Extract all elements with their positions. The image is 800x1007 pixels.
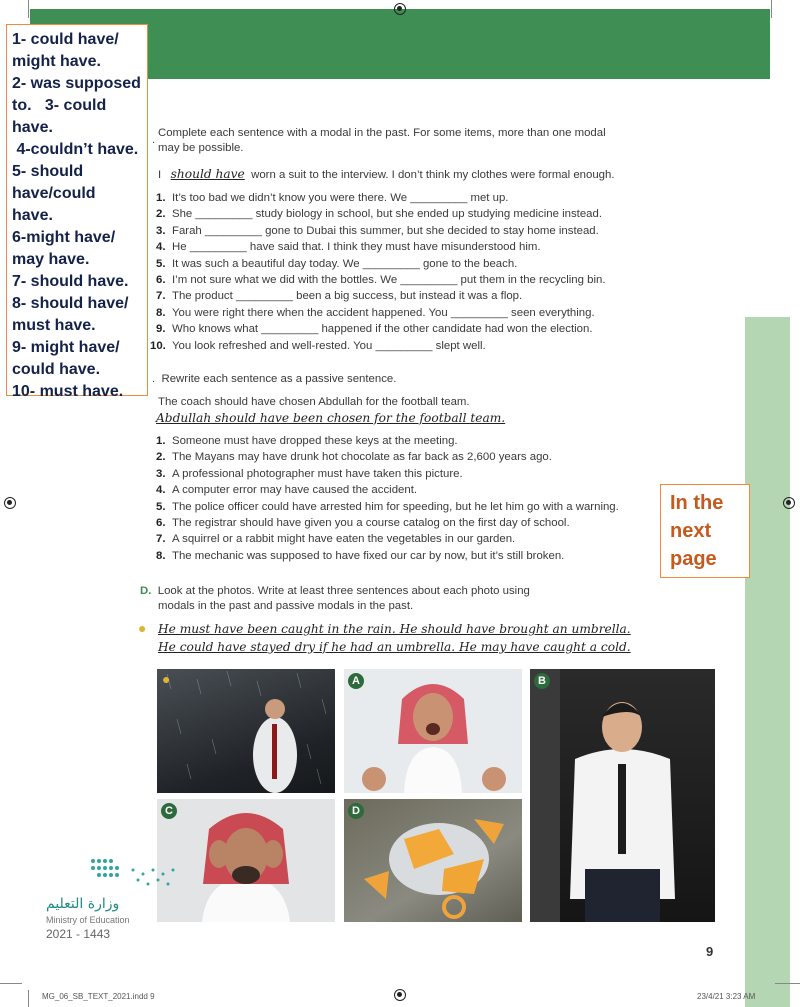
footer-date: 23/4/21 3:23 AM <box>697 992 756 1001</box>
section-d-example-1: He must have been caught in the rain. He should have brought an umbrella. <box>158 622 631 636</box>
next-page-note <box>660 484 750 578</box>
man-shouting-illustration <box>344 669 522 793</box>
list-item: 4. He _________ have said that. I think they must have misunderstood him. <box>156 241 541 254</box>
answer-line: might have. <box>12 53 101 70</box>
crop-mark <box>28 0 29 18</box>
section-c-example-answer: Abdullah should have been chosen for the football team. <box>156 411 506 425</box>
section-b-dot: . <box>152 134 156 146</box>
list-item: 6. I’m not sure what we did with the bottles. We _________ put them in the recycling bin. <box>156 274 606 287</box>
note-line: next <box>670 520 712 542</box>
list-item: 5. It was such a beautiful day today. We _________ gone to the beach. <box>156 257 518 270</box>
section-c-list <box>156 433 619 564</box>
section-d-example-2: He could have stayed dry if he had an umbrella. He may have caught a cold. <box>158 640 631 654</box>
lightbulb-icon: ● <box>138 620 147 636</box>
page-number: 9 <box>706 944 714 959</box>
list-item: 6. The registrar should have given you a course catalog on the first day of school. <box>156 517 570 530</box>
list-item: 10. You look refreshed and well-rested. You _________ slept well. <box>150 339 486 352</box>
photo-d <box>344 799 522 922</box>
lightbulb-icon: ● <box>162 671 171 687</box>
answer-line: must have. <box>12 317 96 334</box>
section-d-label: D. <box>140 585 152 597</box>
list-item: 8. You were right there when the accident happened. You _________ seen everything. <box>156 306 595 319</box>
answer-line: may have. <box>12 251 90 268</box>
photo-label-a: A <box>348 673 364 689</box>
crop-mark <box>0 983 22 984</box>
answer-line: 6-might have/ <box>12 229 116 246</box>
list-item: 7. The product _________ been a big success, but instead it was a flop. <box>156 290 523 303</box>
answers-box <box>6 24 148 400</box>
ministry-logo <box>88 856 183 895</box>
list-item: 2. The Mayans may have drunk hot chocolate as far back as 2,600 years ago. <box>156 451 552 464</box>
answer-line: 9- might have/ <box>12 339 120 356</box>
answer-line: 10- must have. <box>12 383 124 400</box>
instruction-line: may be possible. <box>158 142 244 154</box>
list-item: 9. Who knows what _________ happened if the other candidate had won the election. <box>156 323 593 336</box>
section-d-instruction: D. Look at the photos. Write at least three sentences about each photo using modals in the past and passive modals in the past. <box>140 585 530 612</box>
side-band <box>745 317 790 1007</box>
photo-c <box>157 799 335 922</box>
ministry-arabic-name: وزارة التعليم <box>46 896 120 912</box>
answer-line: 8- should have/ <box>12 295 129 312</box>
footer-file: MG_06_SB_TEXT_2021.indd 9 <box>42 992 155 1001</box>
list-item: 3. Farah _________ gone to Dubai this summer, but she decided to stay home instead. <box>156 224 599 237</box>
answer-line: have/could <box>12 185 96 202</box>
registration-mark <box>394 989 406 1001</box>
photo-label-d: D <box>348 803 364 819</box>
registration-mark <box>783 497 795 509</box>
section-b-instruction <box>158 126 606 156</box>
photo-a <box>344 669 522 793</box>
list-item: 7. A squirrel or a rabbit might have eaten the vegetables in our garden. <box>156 533 516 546</box>
example-prefix: I <box>158 169 162 181</box>
section-b-list <box>150 190 606 354</box>
instruction-line: modals in the past and passive modals in the past. <box>158 600 414 612</box>
example-rest: worn a suit to the interview. I don’t think my clothes were formal enough. <box>251 169 615 181</box>
registration-mark <box>394 3 406 15</box>
ministry-logo-dots-icon <box>88 856 183 890</box>
ministry-english-name: Ministry of Education <box>46 915 130 925</box>
answer-line: have. <box>12 207 53 224</box>
answer-line: could have. <box>12 361 101 378</box>
list-item: 4. A computer error may have caused the accident. <box>156 484 418 497</box>
example-answer: should have <box>170 167 245 181</box>
broken-cup-illustration <box>344 799 522 922</box>
instruction-line: Complete each sentence with a modal in the past. For some items, more than one modal <box>158 127 606 139</box>
crop-mark <box>28 990 29 1007</box>
crop-mark <box>771 0 772 18</box>
answer-line: 5- should <box>12 163 84 180</box>
note-line: page <box>670 548 717 570</box>
list-item: 3. A professional photographer must have taken this picture. <box>156 467 463 480</box>
answer-line: 2- was supposed <box>12 75 141 92</box>
answer-line: 1- could have/ <box>12 31 119 48</box>
note-line: In the <box>670 492 724 514</box>
man-headache-illustration <box>157 799 335 922</box>
section-c-example: The coach should have chosen Abdullah for the football team. <box>158 396 470 408</box>
rain-man-illustration <box>157 669 335 793</box>
list-item: 1. It’s too bad we didn’t know you were there. We _________ met up. <box>156 192 509 204</box>
answer-line: have. <box>12 119 53 136</box>
crop-mark <box>775 983 800 984</box>
list-item: 5. The police officer could have arrested him for speeding, but he let him go with a warning. <box>156 500 619 513</box>
section-b-example <box>158 167 615 183</box>
list-item: 8. The mechanic was supposed to have fixed our car by now, but it’s still broken. <box>156 549 565 562</box>
answer-line: 7- should have. <box>12 273 129 290</box>
list-item: 1. Someone must have dropped these keys at the meeting. <box>156 435 458 447</box>
photo-label-c: C <box>161 803 177 819</box>
photo-b <box>530 669 715 922</box>
photo-rain-man <box>157 669 335 793</box>
section-c-instruction: . Rewrite each sentence as a passive sentence. <box>152 373 397 385</box>
answer-line: 4-couldn’t have. <box>12 141 139 158</box>
registration-mark <box>4 497 16 509</box>
answer-line: to. 3- could <box>12 97 107 114</box>
list-item: 2. She _________ study biology in school, but she ended up studying medicine instead. <box>156 208 602 221</box>
photo-label-b: B <box>534 673 550 689</box>
man-running-illustration <box>530 669 715 922</box>
ministry-year: 2021 - 1443 <box>46 927 111 941</box>
